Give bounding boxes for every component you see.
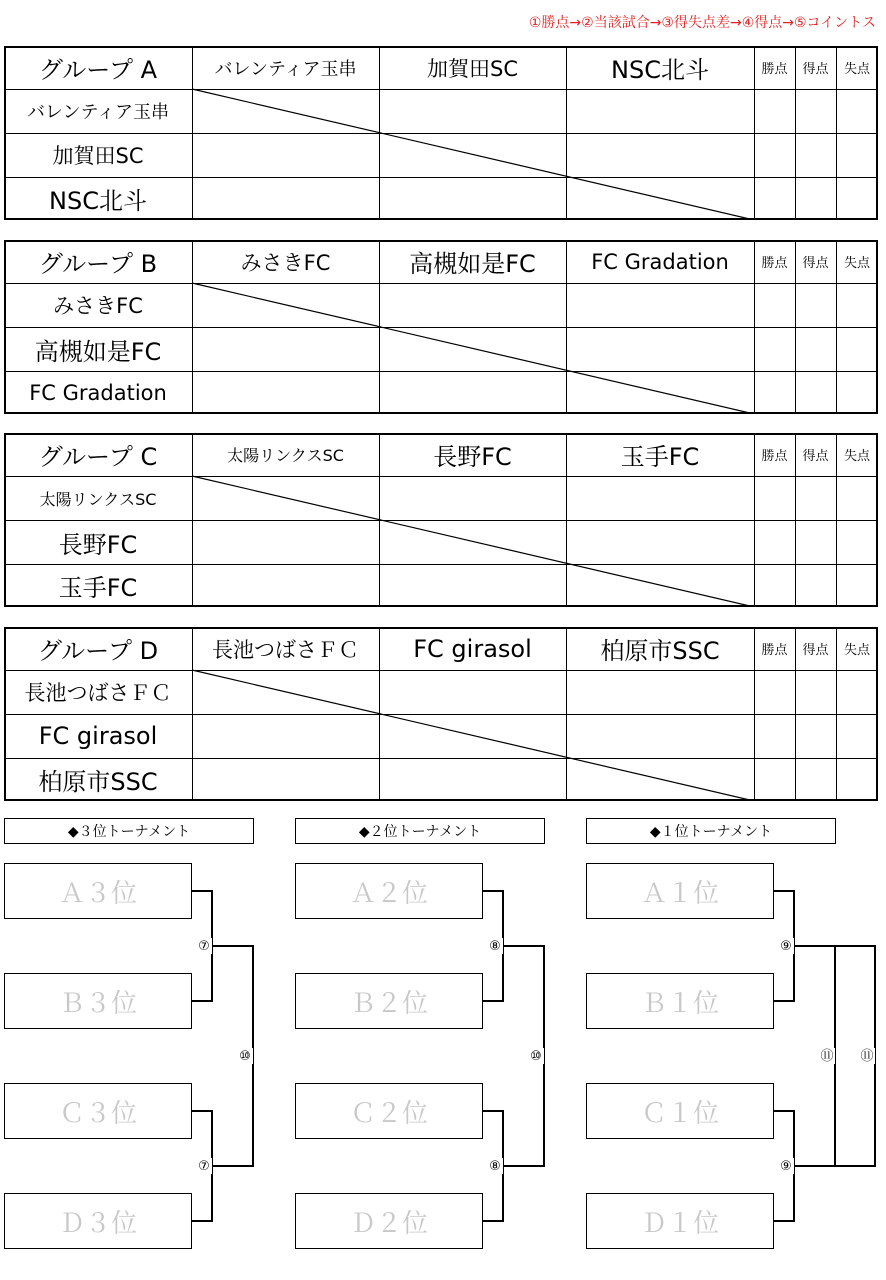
group-title: グループ B [38, 250, 158, 278]
match-number: ⑧ [487, 938, 503, 954]
stat-header: 失点 [843, 62, 870, 77]
bracket-slot: Ｃ３位 [4, 1083, 192, 1139]
row-team-name: NSC北斗 [49, 187, 147, 215]
stat-header: 失点 [843, 643, 870, 658]
group-title: グループ A [38, 56, 158, 84]
column-team-name: 玉手FC [620, 443, 700, 471]
match-number: ⑩ [528, 1048, 544, 1064]
bracket-slot: Ｄ１位 [586, 1193, 774, 1249]
column-team-name: 柏原市SSC [600, 637, 720, 665]
row-team-name: FC girasol [38, 722, 158, 750]
bracket-slot: Ｄ３位 [4, 1193, 192, 1249]
row-team-name: みさきFC [53, 294, 143, 318]
row-team-name: FC Gradation [29, 380, 167, 405]
stat-header: 得点 [802, 449, 829, 464]
column-team-name: みさきFC [240, 250, 331, 275]
row-team-name: 加賀田SC [52, 144, 144, 168]
column-team-name: 太陽リンクスSC [227, 446, 344, 465]
row-team-name: 高槻如是FC [34, 337, 162, 366]
row-team-name: バレンティア玉串 [26, 102, 170, 123]
match-number: ⑨ [778, 938, 794, 954]
bracket-slot: Ｃ１位 [586, 1083, 774, 1139]
bracket-slot: Ｂ２位 [295, 973, 483, 1029]
match-number: ⑨ [778, 1158, 794, 1174]
stat-header: 勝点 [761, 449, 788, 464]
tournament-label: ◆１位トーナメント [586, 818, 836, 844]
match-number: ⑪ [860, 1048, 874, 1064]
column-team-name: 長池つばさＦＣ [212, 637, 359, 662]
row-team-name: 長池つばさＦＣ [24, 681, 172, 705]
bracket-slot: Ａ３位 [4, 863, 192, 919]
column-team-name: バレンティア玉串 [214, 58, 357, 80]
row-team-name: 玉手FC [58, 574, 138, 602]
stat-header: 失点 [843, 449, 870, 464]
bracket-slot: Ａ２位 [295, 863, 483, 919]
match-number: ⑦ [196, 1158, 212, 1174]
stat-header: 得点 [802, 256, 829, 271]
match-number: ⑩ [237, 1048, 253, 1064]
bracket-slot: Ｂ３位 [4, 973, 192, 1029]
group-title: グループ D [37, 637, 159, 665]
stat-header: 得点 [802, 62, 829, 77]
stat-header: 得点 [802, 643, 829, 658]
bracket-slot: Ｄ２位 [295, 1193, 483, 1249]
match-number: ⑪ [820, 1048, 834, 1064]
group-title: グループ C [38, 443, 158, 471]
stat-header: 勝点 [761, 62, 788, 77]
row-team-name: 長野FC [58, 530, 138, 559]
stat-header: 勝点 [761, 256, 788, 271]
row-team-name: 太陽リンクスSC [39, 489, 157, 509]
tiebreak-rule-note: ①勝点→②当該試合→③得失点差→④得点→⑤コイントス [528, 15, 876, 31]
stat-header: 失点 [843, 256, 870, 271]
column-team-name: 高槻如是FC [409, 250, 536, 278]
column-team-name: 加賀田SC [427, 56, 518, 81]
column-team-name: FC Gradation [591, 249, 729, 274]
match-number: ⑦ [196, 938, 212, 954]
column-team-name: 長野FC [433, 443, 512, 471]
column-team-name: NSC北斗 [611, 56, 709, 84]
stat-header: 勝点 [761, 643, 788, 658]
match-number: ⑧ [487, 1158, 503, 1174]
column-team-name: FC girasol [413, 634, 532, 663]
bracket-slot: Ｂ１位 [586, 973, 774, 1029]
tournament-label: ◆２位トーナメント [295, 818, 545, 844]
bracket-slot: Ａ１位 [586, 863, 774, 919]
bracket-slot: Ｃ２位 [295, 1083, 483, 1139]
row-team-name: 柏原市SSC [38, 768, 158, 796]
tournament-label: ◆３位トーナメント [4, 818, 254, 844]
